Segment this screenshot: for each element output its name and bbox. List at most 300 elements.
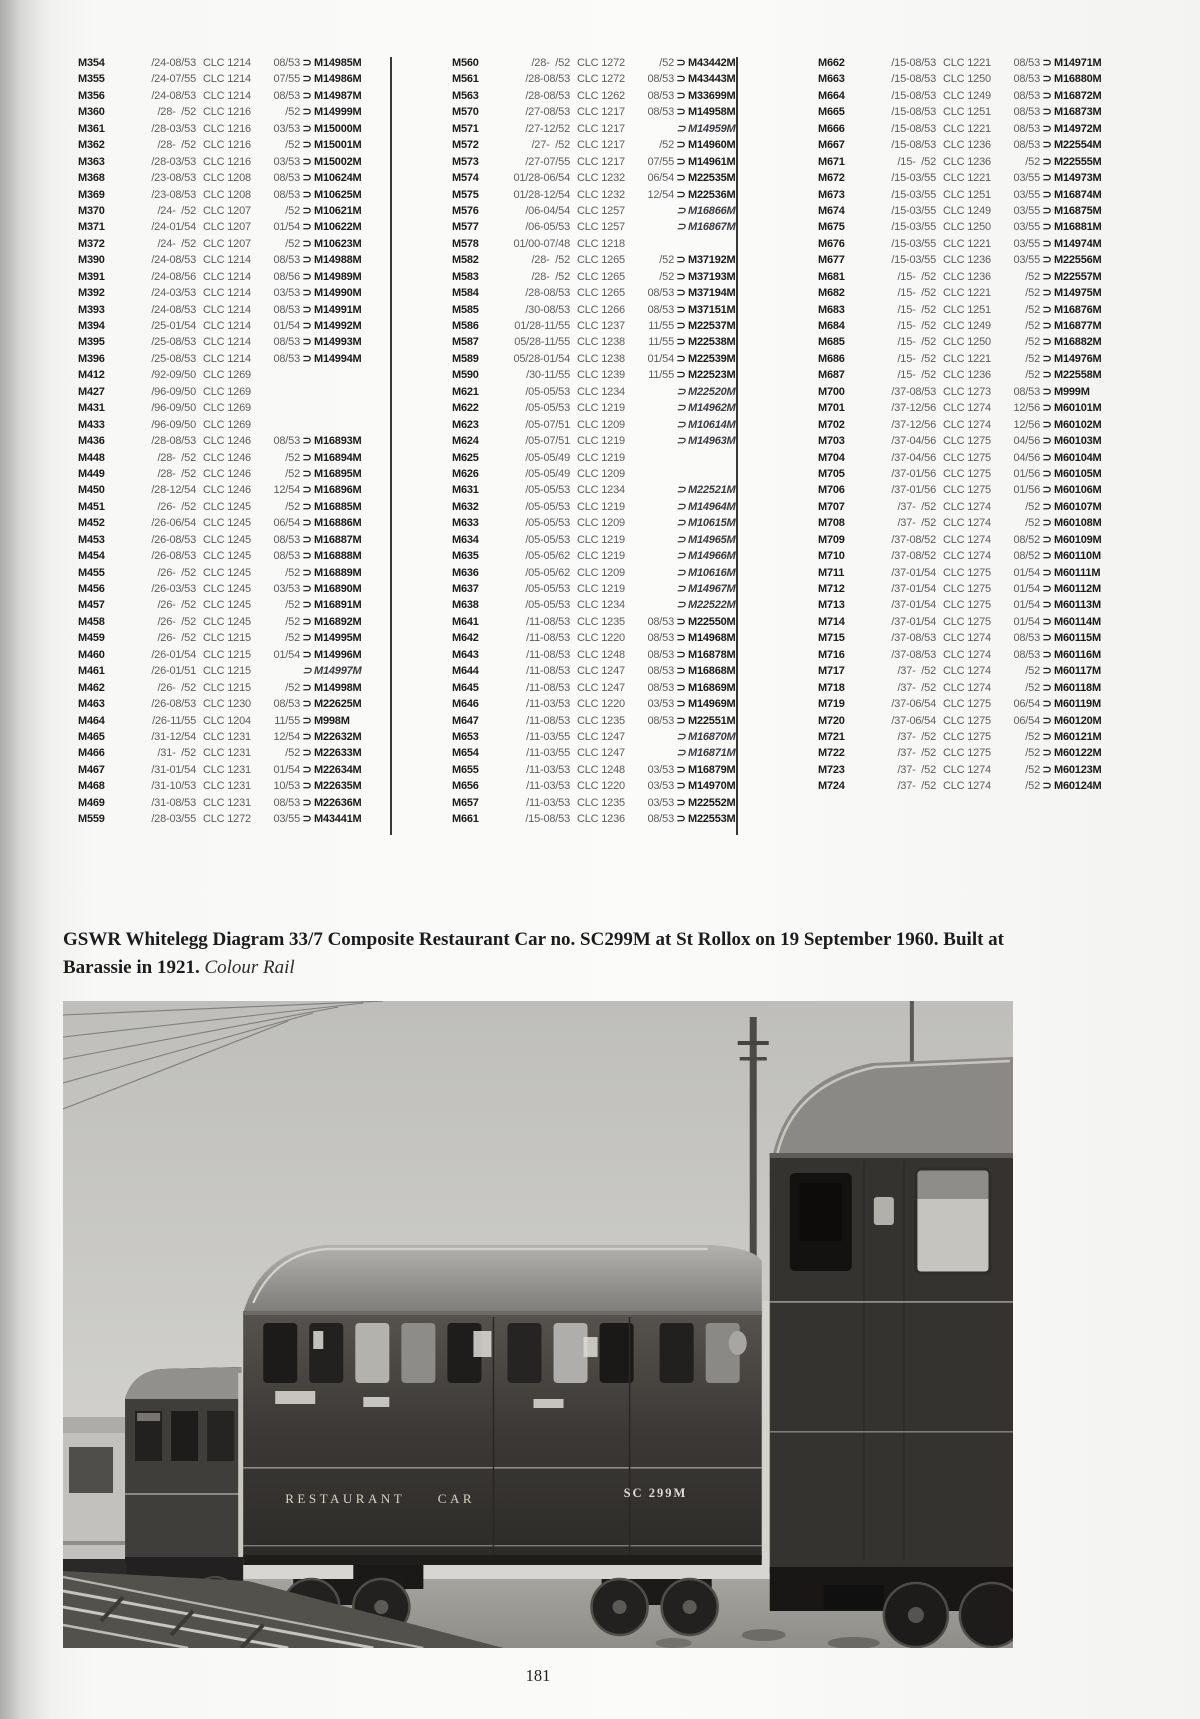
carriage-number: M451: [78, 500, 105, 513]
clc-lot: CLC 1274: [943, 632, 991, 645]
renumbered-to: M16889M: [314, 566, 362, 579]
clc-lot: CLC 1275: [943, 583, 991, 595]
clc-lot: CLC 1249: [943, 89, 991, 102]
build-withdrawn-dates: /37- /52: [897, 763, 936, 776]
table-row: [818, 680, 1118, 696]
table-row: [78, 269, 378, 285]
renumber-arrow-icon: ⊃: [676, 73, 686, 86]
carriage-number: M431: [78, 402, 105, 415]
renumber-date: /52: [659, 254, 674, 267]
renumbered-to: M22635M: [314, 780, 362, 793]
table-row: [78, 597, 378, 613]
table-row: [818, 696, 1118, 712]
build-withdrawn-dates: /28- /52: [531, 270, 570, 283]
renumber-arrow-icon: ⊃: [302, 57, 312, 69]
table-row: [78, 302, 378, 318]
renumbered-to: M16890M: [314, 583, 362, 595]
clc-lot: CLC 1275: [943, 484, 991, 497]
clc-lot: CLC 1246: [203, 467, 251, 480]
clc-lot: CLC 1275: [943, 435, 991, 448]
renumbered-to: M60102M: [1054, 418, 1102, 431]
clc-lot: CLC 1275: [943, 467, 991, 480]
renumbered-to: [688, 236, 752, 252]
renumber-date: /52: [1025, 665, 1040, 678]
build-withdrawn-dates: /05-05/53: [525, 517, 570, 530]
renumber-date: /52: [1025, 681, 1040, 694]
renumber-arrow-icon: ⊃: [302, 139, 312, 152]
table-row: [78, 565, 378, 581]
clc-lot: CLC 1245: [203, 599, 251, 612]
renumber-arrow-icon: ⊃: [1042, 435, 1052, 448]
renumbered-to: M16869M: [688, 681, 736, 694]
renumber-arrow-icon: ⊃: [676, 57, 686, 69]
clc-lot: CLC 1249: [943, 320, 991, 332]
table-row: [818, 433, 1118, 449]
clc-lot: CLC 1248: [577, 763, 625, 776]
build-withdrawn-dates: /37-04/56: [891, 451, 936, 464]
renumber-arrow-icon: ⊃: [1042, 615, 1052, 628]
renumbered-to: M60101M: [1054, 402, 1102, 415]
build-withdrawn-dates: /06-04/54: [525, 204, 570, 217]
clc-lot: CLC 1216: [203, 106, 251, 119]
renumber-date: 08/53: [273, 172, 300, 185]
renumber-arrow-icon: [300, 367, 314, 383]
renumber-arrow-icon: ⊃: [302, 550, 312, 563]
carriage-number: M449: [78, 467, 105, 480]
build-withdrawn-dates: /37-01/56: [891, 467, 936, 480]
renumber-arrow-icon: ⊃: [1042, 698, 1052, 711]
renumber-date: [630, 532, 674, 548]
renumbered-to: M14964M: [688, 500, 736, 513]
carriage-number: M712: [818, 583, 845, 595]
build-withdrawn-dates: /26-08/53: [151, 533, 196, 546]
renumbered-to: M14970M: [688, 780, 736, 793]
table-row: [78, 581, 378, 597]
renumbered-to: M10614M: [688, 418, 736, 431]
clc-lot: CLC 1221: [943, 352, 991, 365]
build-withdrawn-dates: /37- /52: [897, 747, 936, 760]
clc-lot: CLC 1221: [943, 237, 991, 250]
renumber-arrow-icon: ⊃: [302, 632, 312, 645]
renumbered-to: M14987M: [314, 89, 362, 102]
renumber-arrow-icon: ⊃: [302, 106, 312, 119]
carriage-number: M713: [818, 599, 845, 612]
renumber-date: [256, 417, 300, 433]
renumber-arrow-icon: ⊃: [676, 550, 686, 563]
clc-lot: CLC 1236: [943, 254, 991, 267]
carriage-number: M703: [818, 435, 845, 448]
clc-lot: CLC 1214: [203, 89, 251, 102]
carriage-number: M632: [452, 500, 479, 513]
carriage-number: M637: [452, 583, 479, 595]
renumbered-to: M22535M: [688, 172, 736, 185]
renumber-date: 10/53: [273, 780, 300, 793]
clc-lot: CLC 1238: [577, 336, 625, 349]
table-row: [452, 581, 752, 597]
clc-lot: CLC 1257: [577, 221, 625, 234]
table-row: [452, 466, 752, 482]
clc-lot: CLC 1236: [943, 369, 991, 382]
renumber-arrow-icon: ⊃: [676, 533, 686, 546]
renumbered-to: M14966M: [688, 550, 736, 563]
clc-lot: CLC 1234: [577, 484, 625, 497]
renumber-arrow-icon: ⊃: [302, 303, 312, 316]
clc-lot: CLC 1245: [203, 500, 251, 513]
renumber-arrow-icon: ⊃: [302, 648, 312, 661]
table-row: [818, 745, 1118, 761]
renumber-date: /52: [1025, 369, 1040, 382]
clc-lot: CLC 1207: [203, 221, 251, 234]
carriage-number: M704: [818, 451, 845, 464]
build-withdrawn-dates: /15-03/55: [891, 172, 936, 185]
carriage-number: M391: [78, 270, 105, 283]
carriage-number: M724: [818, 780, 845, 793]
renumber-date: 08/53: [1013, 89, 1040, 102]
renumber-arrow-icon: ⊃: [1042, 369, 1052, 382]
table-row: [452, 630, 752, 646]
carriage-number: M720: [818, 714, 845, 727]
table-row: [78, 88, 378, 104]
build-withdrawn-dates: /31-12/54: [151, 730, 196, 743]
renumbered-to: M16873M: [1054, 106, 1102, 119]
build-withdrawn-dates: /26- /52: [157, 615, 196, 628]
carriage-number: M576: [452, 204, 479, 217]
carriage-number: M635: [452, 550, 479, 563]
renumber-arrow-icon: ⊃: [676, 763, 686, 776]
renumber-date: /52: [1025, 500, 1040, 513]
renumber-date: /52: [1025, 287, 1040, 300]
clc-lot: CLC 1219: [577, 583, 625, 595]
renumbered-to: M14975M: [1054, 287, 1102, 300]
clc-lot: CLC 1245: [203, 550, 251, 563]
renumber-date: [630, 729, 674, 745]
renumber-arrow-icon: ⊃: [302, 204, 312, 217]
train-photo: [63, 1001, 1013, 1648]
renumber-date: 08/53: [647, 681, 674, 694]
build-withdrawn-dates: /05-05/53: [525, 402, 570, 415]
build-withdrawn-dates: 01/28-12/54: [513, 188, 570, 201]
renumbered-to: M14962M: [688, 402, 736, 415]
table-row: [78, 795, 378, 811]
renumber-date: 07/55: [273, 73, 300, 86]
clc-lot: CLC 1250: [943, 73, 991, 86]
renumber-arrow-icon: ⊃: [1042, 714, 1052, 727]
clc-lot: CLC 1274: [943, 517, 991, 530]
table-row: [78, 811, 378, 827]
table-row: [78, 367, 378, 383]
carriage-number: M708: [818, 517, 845, 530]
renumber-date: 01/54: [1013, 583, 1040, 595]
renumber-arrow-icon: ⊃: [302, 336, 312, 349]
table-row: [452, 269, 752, 285]
renumber-arrow-icon: ⊃: [302, 467, 312, 480]
renumbered-to: M14992M: [314, 320, 362, 332]
table-row: [452, 696, 752, 712]
renumbered-to: M16875M: [1054, 204, 1102, 217]
build-withdrawn-dates: /37- /52: [897, 500, 936, 513]
clc-lot: CLC 1275: [943, 599, 991, 612]
carriage-number: M454: [78, 550, 105, 563]
renumbered-to: M14999M: [314, 106, 362, 119]
renumber-arrow-icon: ⊃: [1042, 500, 1052, 513]
renumber-arrow-icon: ⊃: [302, 681, 312, 694]
renumber-date: /52: [285, 599, 300, 612]
renumber-arrow-icon: ⊃: [1042, 517, 1052, 530]
renumber-arrow-icon: ⊃: [302, 533, 312, 546]
clc-lot: CLC 1275: [943, 747, 991, 760]
renumber-date: /52: [1025, 320, 1040, 332]
build-withdrawn-dates: /25-01/54: [151, 320, 196, 332]
renumbered-to: M37151M: [688, 303, 736, 316]
clc-lot: CLC 1234: [577, 385, 625, 398]
renumber-date: /52: [1025, 517, 1040, 530]
renumber-arrow-icon: ⊃: [1042, 583, 1052, 595]
table-row: [78, 203, 378, 219]
clc-lot: CLC 1207: [203, 237, 251, 250]
renumber-arrow-icon: ⊃: [1042, 89, 1052, 102]
renumber-arrow-icon: ⊃: [302, 352, 312, 365]
renumber-arrow-icon: ⊃: [676, 336, 686, 349]
clc-lot: CLC 1209: [577, 566, 625, 579]
renumber-date: 08/52: [1013, 533, 1040, 546]
carriage-number: M467: [78, 763, 105, 776]
renumber-date: [630, 417, 674, 433]
renumber-date: 11/55: [274, 714, 300, 727]
renumber-date: /52: [285, 467, 300, 480]
table-row: [818, 482, 1118, 498]
renumber-arrow-icon: ⊃: [302, 237, 312, 250]
renumber-date: 08/53: [647, 89, 674, 102]
renumbered-to: M14973M: [1054, 172, 1102, 185]
carriage-number: M585: [452, 303, 479, 316]
renumber-arrow-icon: ⊃: [1042, 155, 1052, 168]
renumbered-to: M14991M: [314, 303, 362, 316]
clc-lot: CLC 1214: [203, 287, 251, 300]
renumber-date: 08/53: [647, 714, 674, 727]
carriage-number: M621: [452, 385, 479, 398]
build-withdrawn-dates: /27-08/53: [525, 106, 570, 119]
renumbered-to: M16880M: [1054, 73, 1102, 86]
clc-lot: CLC 1246: [203, 484, 251, 497]
renumber-date: 03/53: [647, 796, 674, 809]
build-withdrawn-dates: /11-08/53: [526, 632, 570, 645]
table-row: [452, 187, 752, 203]
carriage-number: M578: [452, 237, 479, 250]
build-withdrawn-dates: /24-01/54: [151, 221, 196, 234]
table-row: [818, 187, 1118, 203]
build-withdrawn-dates: /24- /52: [157, 204, 196, 217]
table-row: [452, 285, 752, 301]
build-withdrawn-dates: /26- /52: [157, 566, 196, 579]
carriage-number: M719: [818, 698, 845, 711]
clc-lot: CLC 1275: [943, 451, 991, 464]
carriage-number: M372: [78, 237, 105, 250]
clc-lot: CLC 1245: [203, 566, 251, 579]
renumber-arrow-icon: ⊃: [676, 106, 686, 119]
renumber-date: 12/56: [1013, 418, 1040, 431]
renumbered-to: M16868M: [688, 665, 736, 678]
table-row: [818, 450, 1118, 466]
clc-lot: CLC 1216: [203, 139, 251, 152]
build-withdrawn-dates: /15- /52: [897, 303, 936, 316]
table-row: [78, 482, 378, 498]
build-withdrawn-dates: /26- /52: [157, 500, 196, 513]
clc-lot: CLC 1209: [577, 467, 625, 480]
clc-lot: CLC 1220: [577, 632, 625, 645]
clc-lot: CLC 1245: [203, 533, 251, 546]
table-row: [452, 499, 752, 515]
table-row: [452, 729, 752, 745]
build-withdrawn-dates: /05-05/49: [525, 451, 570, 464]
renumber-arrow-icon: ⊃: [676, 632, 686, 645]
renumbered-to: M16892M: [314, 615, 362, 628]
clc-lot: CLC 1231: [203, 763, 251, 776]
table-row: [78, 696, 378, 712]
build-withdrawn-dates: /15-08/53: [891, 139, 936, 152]
renumber-arrow-icon: ⊃: [1042, 451, 1052, 464]
build-withdrawn-dates: /37- /52: [897, 517, 936, 530]
clc-lot: CLC 1217: [577, 122, 625, 135]
clc-lot: CLC 1246: [203, 435, 251, 448]
renumbered-to: M16872M: [1054, 89, 1102, 102]
table-row: [452, 680, 752, 696]
renumber-arrow-icon: ⊃: [1042, 172, 1052, 185]
table-row: [78, 318, 378, 334]
renumber-arrow-icon: ⊃: [676, 155, 686, 168]
clc-lot: CLC 1215: [203, 648, 251, 661]
build-withdrawn-dates: /37-08/53: [891, 385, 936, 398]
table-row: [818, 713, 1118, 729]
renumber-date: 01/54: [647, 352, 674, 365]
renumber-date: 03/53: [273, 122, 300, 135]
clc-lot: CLC 1274: [943, 533, 991, 546]
carriage-number: M573: [452, 155, 479, 168]
right-coach: [763, 1057, 1013, 1647]
renumber-arrow-icon: ⊃: [1042, 385, 1052, 398]
build-withdrawn-dates: /37-08/52: [891, 533, 936, 546]
carriage-number: M572: [452, 139, 479, 152]
train-photo-art: [63, 1001, 1013, 1648]
renumbered-to: M16870M: [688, 730, 736, 743]
renumbered-to: M60104M: [1054, 451, 1102, 464]
clc-lot: CLC 1215: [203, 681, 251, 694]
renumber-date: 12/56: [1013, 402, 1040, 415]
carriage-number: M574: [452, 172, 479, 185]
renumber-date: [256, 384, 300, 400]
renumber-arrow-icon: ⊃: [1042, 320, 1052, 332]
clc-lot: CLC 1235: [577, 615, 625, 628]
build-withdrawn-dates: /37- /52: [897, 681, 936, 694]
renumber-arrow-icon: ⊃: [676, 254, 686, 267]
renumbered-to: M14995M: [314, 632, 362, 645]
renumber-arrow-icon: ⊃: [676, 418, 686, 431]
photo-caption: [63, 926, 1015, 981]
renumber-arrow-icon: ⊃: [676, 139, 686, 152]
renumbered-to: M16867M: [688, 221, 736, 234]
table-row: [452, 778, 752, 794]
clc-lot: CLC 1266: [577, 303, 625, 316]
renumber-date: 03/55: [1013, 204, 1040, 217]
renumber-date: 08/53: [273, 796, 300, 809]
carriage-number: M654: [452, 747, 479, 760]
renumber-date: 11/55: [648, 320, 674, 332]
renumber-date: 03/53: [273, 583, 300, 595]
renumber-date: 08/53: [273, 188, 300, 201]
table-row: [818, 417, 1118, 433]
table-row: [818, 597, 1118, 613]
carriage-number: M677: [818, 254, 845, 267]
renumbered-to: M22634M: [314, 763, 362, 776]
build-withdrawn-dates: /37-01/56: [891, 484, 936, 497]
renumbered-to: M22625M: [314, 698, 362, 711]
clc-lot: CLC 1275: [943, 730, 991, 743]
table-row: [78, 384, 378, 400]
renumber-arrow-icon: ⊃: [302, 747, 312, 760]
table-row: [818, 565, 1118, 581]
clc-lot: CLC 1235: [577, 796, 625, 809]
table-row: [78, 351, 378, 367]
build-withdrawn-dates: /15-03/55: [891, 254, 936, 267]
renumbered-to: M14997M: [314, 665, 362, 678]
clc-lot: CLC 1207: [203, 204, 251, 217]
build-withdrawn-dates: /15- /52: [897, 369, 936, 382]
clc-lot: CLC 1245: [203, 583, 251, 595]
renumber-date: 11/55: [648, 336, 674, 349]
table-row: [452, 71, 752, 87]
clc-lot: CLC 1274: [943, 418, 991, 431]
build-withdrawn-dates: /15- /52: [897, 287, 936, 300]
renumber-date: /52: [285, 681, 300, 694]
renumber-arrow-icon: [300, 400, 314, 416]
renumber-arrow-icon: [300, 384, 314, 400]
table-row: [452, 597, 752, 613]
renumbered-to: M14967M: [688, 583, 736, 595]
renumber-date: 08/53: [1013, 57, 1040, 69]
carriage-number: M427: [78, 385, 105, 398]
renumber-arrow-icon: ⊃: [676, 681, 686, 694]
renumbered-to: M16893M: [314, 435, 362, 448]
table-row: [78, 614, 378, 630]
renumber-date: /52: [1025, 763, 1040, 776]
carriage-number: M465: [78, 730, 105, 743]
table-row: [818, 203, 1118, 219]
build-withdrawn-dates: /24- /52: [157, 237, 196, 250]
build-withdrawn-dates: /15-08/53: [891, 122, 936, 135]
clc-lot: CLC 1231: [203, 747, 251, 760]
renumber-date: /52: [285, 747, 300, 760]
table-row: [78, 778, 378, 794]
renumber-date: 08/53: [647, 73, 674, 86]
carriage-number: M625: [452, 451, 479, 464]
renumber-arrow-icon: ⊃: [676, 172, 686, 185]
carriage-number: M455: [78, 566, 105, 579]
renumber-date: 03/55: [1013, 237, 1040, 250]
renumber-arrow-icon: ⊃: [1042, 73, 1052, 86]
clc-lot: CLC 1209: [577, 517, 625, 530]
carriage-number: M587: [452, 336, 479, 349]
renumber-arrow-icon: ⊃: [302, 730, 312, 743]
build-withdrawn-dates: /11-08/53: [526, 648, 570, 661]
renumber-date: /52: [1025, 270, 1040, 283]
build-withdrawn-dates: /26-08/53: [151, 698, 196, 711]
table-row: [78, 499, 378, 515]
clc-lot: CLC 1275: [943, 698, 991, 711]
renumber-arrow-icon: ⊃: [676, 89, 686, 102]
carriage-number: M448: [78, 451, 105, 464]
renumber-arrow-icon: ⊃: [302, 122, 312, 135]
renumber-date: 08/52: [1013, 550, 1040, 563]
renumber-date: 06/54: [647, 172, 674, 185]
